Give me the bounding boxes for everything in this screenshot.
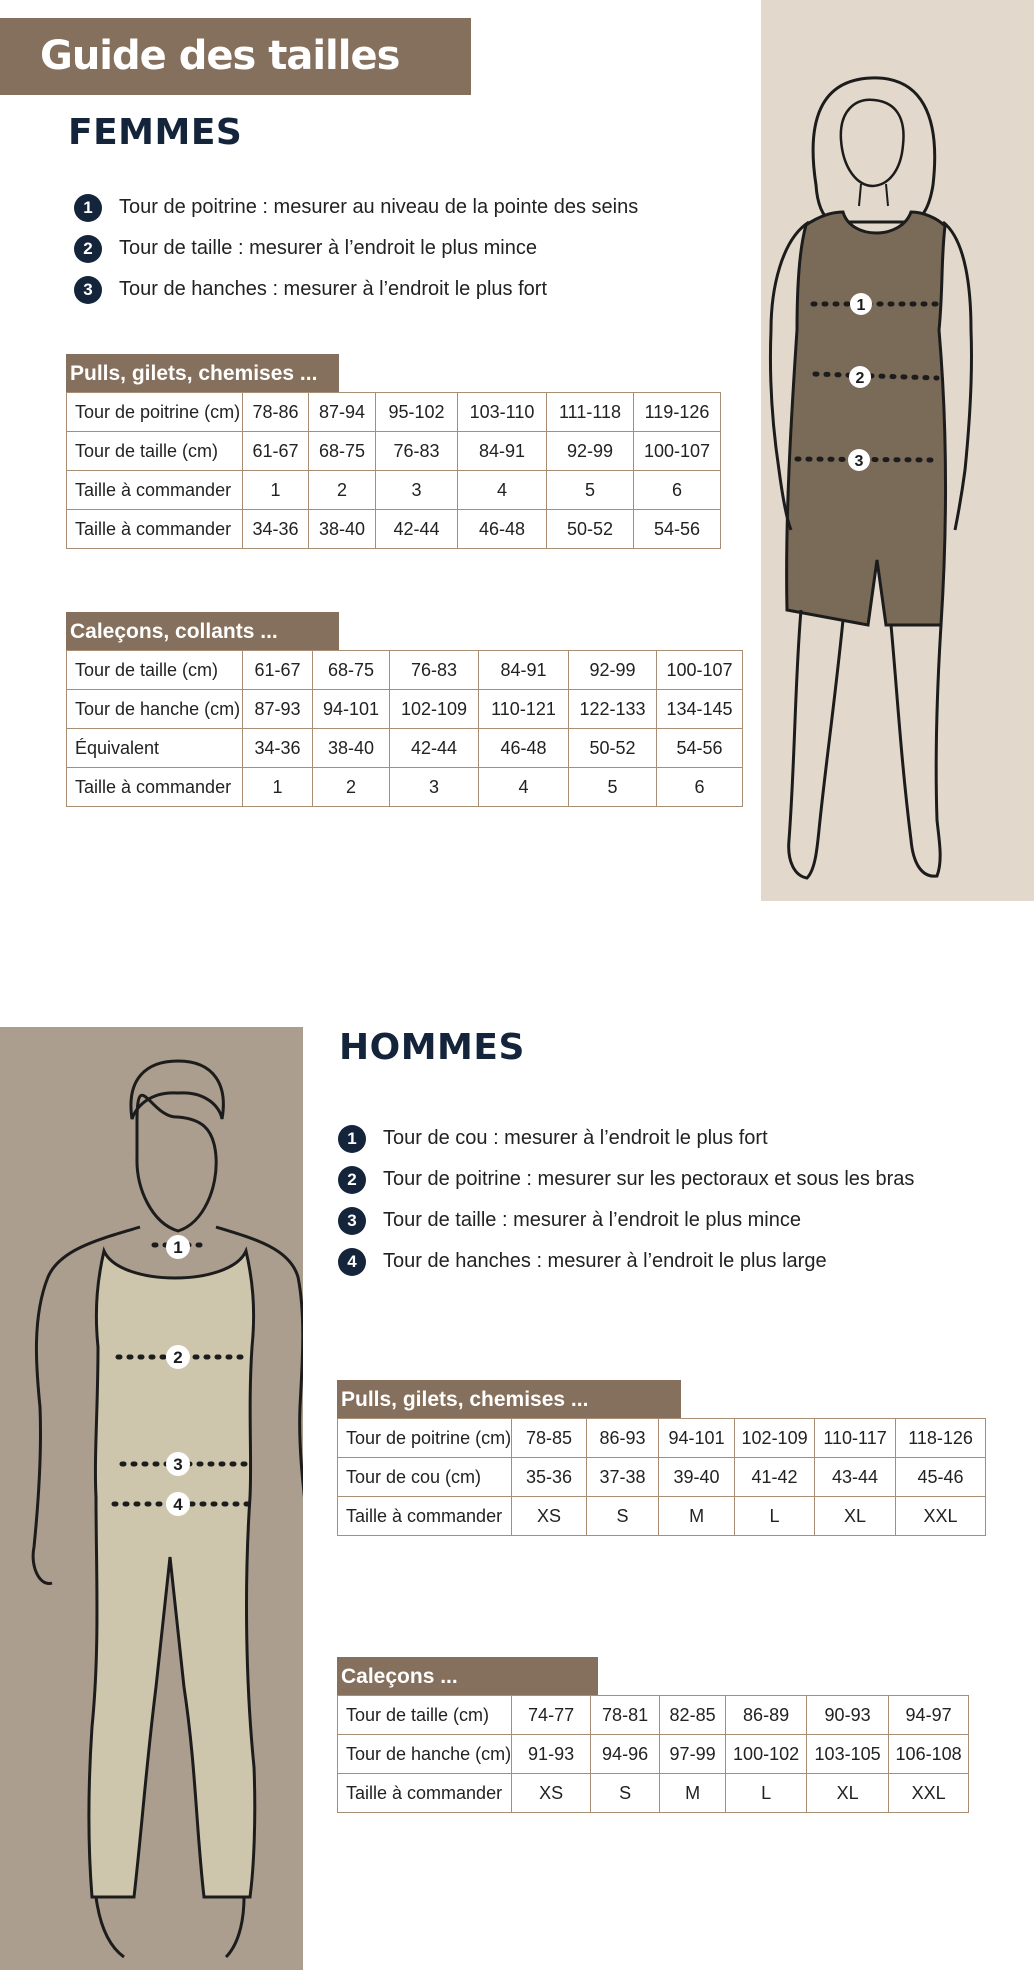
table-cell: XXL [896,1497,986,1536]
table-cell: 2 [313,768,390,807]
table-cell: 86-93 [587,1419,659,1458]
table-cell: 41-42 [735,1458,815,1497]
table-cell: 94-101 [659,1419,735,1458]
table-cell: 68-75 [309,432,376,471]
femmes-instruction-item [74,269,638,310]
femmes-bottoms-table-block [66,612,743,807]
row-header: Tour de poitrine (cm) [338,1419,512,1458]
hommes-section-title: HOMMES [339,1027,525,1068]
table-cell: 86-89 [726,1696,807,1735]
femmes-section-title: FEMMES [68,112,243,153]
number-badge-icon: 1 [74,194,102,222]
table-row [67,432,721,471]
table-cell: 43-44 [815,1458,896,1497]
instruction-text: Tour de taille : mesurer à l’endroit le plus mince [119,237,537,259]
table-cell: 95-102 [376,393,458,432]
table-cell: 37-38 [587,1458,659,1497]
table-cell: M [659,1497,735,1536]
number-badge-icon: 3 [338,1207,366,1235]
table-row [338,1696,969,1735]
table-cell: 42-44 [390,729,479,768]
table-cell: XXL [889,1774,969,1813]
table-cell: 46-48 [479,729,569,768]
table-cell: 94-101 [313,690,390,729]
table-row [338,1458,986,1497]
table-cell: 84-91 [458,432,547,471]
table-cell: 68-75 [313,651,390,690]
table-cell: 34-36 [243,729,313,768]
femmes-instruction-item [74,228,638,269]
instruction-text: Tour de hanches : mesurer à l’endroit le plus large [383,1250,827,1272]
table-row [67,768,743,807]
instruction-text: Tour de poitrine : mesurer au niveau de la pointe des seins [119,196,639,218]
table-cell: 6 [634,471,721,510]
table-cell: 46-48 [458,510,547,549]
row-header: Tour de poitrine (cm) [67,393,243,432]
hommes-instruction-item [338,1200,914,1241]
table-cell: S [591,1774,660,1813]
table-cell: 76-83 [376,432,458,471]
row-header: Tour de hanche (cm) [67,690,243,729]
table-cell: 34-36 [243,510,309,549]
femmes-tops-table [66,392,721,549]
table-cell: 103-105 [807,1735,889,1774]
table-row [67,690,743,729]
table-row [67,471,721,510]
table-cell: 38-40 [309,510,376,549]
table-cell: 1 [243,471,309,510]
number-badge-icon: 1 [338,1125,366,1153]
women-figure-panel [761,0,1034,901]
table-cell: 87-94 [309,393,376,432]
hommes-tops-table [337,1418,986,1536]
instruction-text: Tour de cou : mesurer à l’endroit le plus fort [383,1127,768,1149]
table-cell: 54-56 [634,510,721,549]
hommes-tops-table-label: Pulls, gilets, chemises ... [337,1380,681,1418]
table-cell: 102-109 [735,1419,815,1458]
row-header: Taille à commander [67,471,243,510]
instruction-text: Tour de hanches : mesurer à l’endroit le plus fort [119,278,547,300]
table-cell: XS [512,1497,587,1536]
table-row [338,1497,986,1536]
hommes-bottoms-table [337,1695,969,1813]
table-row [67,393,721,432]
table-cell: 97-99 [660,1735,726,1774]
measure-marker-2 [166,1345,190,1369]
table-cell: 106-108 [889,1735,969,1774]
measure-marker-4 [166,1492,190,1516]
row-header: Équivalent [67,729,243,768]
femmes-instructions [74,187,638,310]
table-cell: 92-99 [547,432,634,471]
table-cell: 102-109 [390,690,479,729]
instruction-text: Tour de poitrine : mesurer sur les pectoraux et sous les bras [383,1168,915,1190]
measure-marker-3 [166,1452,190,1476]
table-cell: 100-107 [634,432,721,471]
table-cell: 76-83 [390,651,479,690]
table-cell: 45-46 [896,1458,986,1497]
table-row [67,729,743,768]
table-cell: 61-67 [243,651,313,690]
table-cell: 134-145 [657,690,743,729]
row-header: Taille à commander [338,1774,512,1813]
table-cell: 5 [547,471,634,510]
svg-text:1: 1 [173,1238,183,1257]
table-cell: 61-67 [243,432,309,471]
table-cell: 94-97 [889,1696,969,1735]
men-figure-panel [0,1027,303,1970]
femmes-bottoms-table [66,650,743,807]
table-cell: L [726,1774,807,1813]
table-row [338,1774,969,1813]
woman-silhouette-illustration [761,0,1034,901]
number-badge-icon: 4 [338,1248,366,1276]
measure-marker-3 [848,449,870,471]
table-cell: 110-121 [479,690,569,729]
femmes-tops-table-block [66,354,721,549]
row-header: Tour de cou (cm) [338,1458,512,1497]
table-cell: 118-126 [896,1419,986,1458]
hommes-tops-table-block [337,1380,986,1536]
table-cell: L [735,1497,815,1536]
row-header: Tour de taille (cm) [67,432,243,471]
table-cell: XL [807,1774,889,1813]
table-cell: XS [512,1774,591,1813]
page-banner-title: Guide des tailles [0,18,471,95]
table-cell: 74-77 [512,1696,591,1735]
hommes-instruction-item [338,1241,914,1282]
instruction-text: Tour de taille : mesurer à l’endroit le plus mince [383,1209,801,1231]
svg-text:4: 4 [173,1495,183,1514]
table-cell: 1 [243,768,313,807]
table-cell: 100-107 [657,651,743,690]
table-cell: 100-102 [726,1735,807,1774]
femmes-tops-table-label: Pulls, gilets, chemises ... [66,354,339,392]
table-cell: 3 [376,471,458,510]
table-cell: 92-99 [569,651,657,690]
table-cell: 42-44 [376,510,458,549]
row-header: Taille à commander [67,510,243,549]
table-cell: 4 [479,768,569,807]
table-cell: 6 [657,768,743,807]
hommes-instructions [338,1118,914,1282]
svg-text:2: 2 [173,1348,183,1367]
svg-text:1: 1 [856,297,866,314]
table-cell: 35-36 [512,1458,587,1497]
row-header: Tour de taille (cm) [67,651,243,690]
table-cell: 5 [569,768,657,807]
table-cell: 82-85 [660,1696,726,1735]
row-header: Taille à commander [338,1497,512,1536]
table-cell: 90-93 [807,1696,889,1735]
hommes-bottoms-table-label: Caleçons ... [337,1657,598,1695]
measure-marker-1 [850,293,872,315]
measure-marker-2 [849,366,871,388]
svg-text:2: 2 [855,370,865,387]
femmes-instruction-item [74,187,638,228]
table-cell: 4 [458,471,547,510]
table-cell: 111-118 [547,393,634,432]
table-row [67,510,721,549]
table-cell: 38-40 [313,729,390,768]
femmes-bottoms-table-label: Caleçons, collants ... [66,612,339,650]
table-cell: 87-93 [243,690,313,729]
table-cell: S [587,1497,659,1536]
row-header: Taille à commander [67,768,243,807]
table-cell: 2 [309,471,376,510]
table-row [338,1419,986,1458]
table-cell: 91-93 [512,1735,591,1774]
table-cell: 54-56 [657,729,743,768]
table-row [338,1735,969,1774]
table-cell: 94-96 [591,1735,660,1774]
measure-marker-1 [166,1235,190,1259]
table-cell: M [660,1774,726,1813]
table-cell: 3 [390,768,479,807]
table-cell: 39-40 [659,1458,735,1497]
svg-text:3: 3 [854,453,864,470]
row-header: Tour de taille (cm) [338,1696,512,1735]
hommes-instruction-item [338,1118,914,1159]
table-cell: 78-85 [512,1419,587,1458]
table-cell: 119-126 [634,393,721,432]
table-cell: 78-81 [591,1696,660,1735]
table-cell: 103-110 [458,393,547,432]
table-cell: 78-86 [243,393,309,432]
man-silhouette-illustration [0,1027,303,1970]
hommes-instruction-item [338,1159,914,1200]
table-cell: XL [815,1497,896,1536]
table-row [67,651,743,690]
number-badge-icon: 2 [74,235,102,263]
table-cell: 50-52 [569,729,657,768]
row-header: Tour de hanche (cm) [338,1735,512,1774]
svg-text:3: 3 [173,1455,183,1474]
table-cell: 110-117 [815,1419,896,1458]
table-cell: 84-91 [479,651,569,690]
hommes-bottoms-table-block [337,1657,969,1813]
number-badge-icon: 3 [74,276,102,304]
number-badge-icon: 2 [338,1166,366,1194]
table-cell: 50-52 [547,510,634,549]
table-cell: 122-133 [569,690,657,729]
